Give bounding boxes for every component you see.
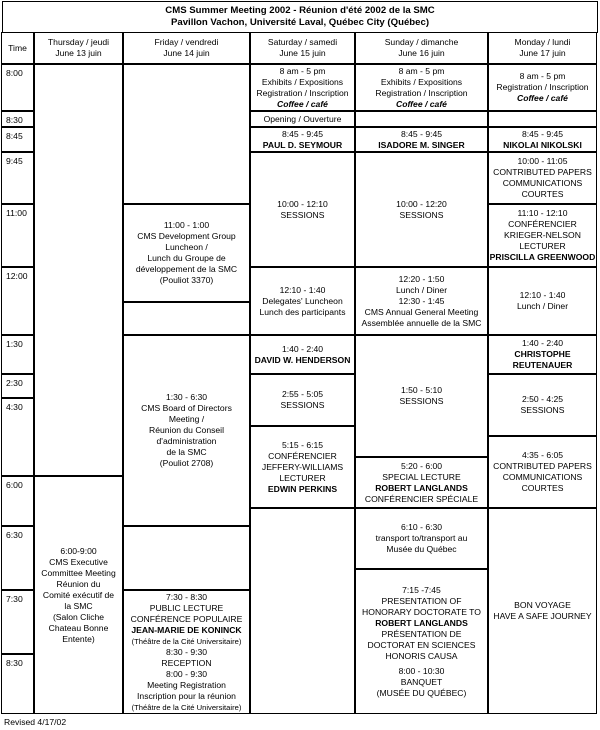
time-slot: 8:30 <box>1 654 34 714</box>
time-slot: 7:30 <box>1 590 34 654</box>
sunday-transport: 6:10 - 6:30 transport to/transport au Musée du Québec <box>355 508 488 569</box>
header-title: CMS Summer Meeting 2002 - Réunion d'été 2002 de la SMC <box>165 5 435 16</box>
sunday-empty <box>355 111 488 127</box>
sunday-lunch-agm: 12:20 - 1:50 Lunch / Diner 12:30 - 1:45 CMS Annual General Meeting Assemblée annuelle de la SMC <box>355 267 488 335</box>
time-slot: 4:30 <box>1 398 34 476</box>
monday-empty <box>488 111 597 127</box>
friday-public-lecture: 7:30 - 8:30 PUBLIC LECTURE CONFÉRENCE POPULAIRE JEAN-MARIE DE KONINCK (Théâtre de la Cité Universitaire) 8:30 - 9:30 RECEPTION 8:00 - 9:30 Meeting Registration Inscription pour la réunion (Théâtre de la Cité Universitaire) <box>123 590 250 714</box>
saturday-sessions-morning: 10:00 - 12:10 SESSIONS <box>250 152 355 267</box>
saturday-registration: 8 am - 5 pm Exhibits / Expositions Registration / Inscription Coffee / café <box>250 64 355 111</box>
monday-krieger-nelson-lecture: 11:10 - 12:10 CONFÉRENCIER KRIEGER-NELSON LECTURER PRISCILLA GREENWOOD <box>488 204 597 267</box>
col-header-monday: Monday / lundi June 17 juin <box>488 32 597 64</box>
saturday-empty <box>250 508 355 714</box>
monday-sessions: 2:50 - 4:25 SESSIONS <box>488 374 597 436</box>
monday-contributed-papers-morning: 10:00 - 11:05 CONTRIBUTED PAPERS COMMUNICATIONS COURTES <box>488 152 597 204</box>
col-header-saturday: Saturday / samedi June 15 juin <box>250 32 355 64</box>
friday-empty <box>123 526 250 590</box>
saturday-jeffery-williams-lecture: 5:15 - 6:15 CONFÉRENCIER JEFFERY-WILLIAMS LECTURER EDWIN PERKINS <box>250 426 355 508</box>
sunday-honorary-doctorate-banquet: 7:15 -7:45 PRESENTATION OF HONORARY DOCTORATE TO ROBERT LANGLANDS PRÉSENTATION DE DOCTORAT EN SCIENCES HONORIS CAUSA 8:00 - 10:30 BANQUET (MUSÉE DU QUÉBEC) <box>355 569 488 714</box>
thursday-empty <box>34 64 123 476</box>
schedule-grid <box>2 33 598 715</box>
col-header-thursday: Thursday / jeudi June 13 juin <box>34 32 123 64</box>
time-slot: 12:00 <box>1 267 34 335</box>
sunday-registration: 8 am - 5 pm Exhibits / Expositions Registration / Inscription Coffee / café <box>355 64 488 111</box>
time-slot: 1:30 <box>1 335 34 374</box>
sunday-sessions-morning: 10:00 - 12:20 SESSIONS <box>355 152 488 267</box>
sunday-plenary-singer: 8:45 - 9:45 ISADORE M. SINGER <box>355 127 488 152</box>
monday-plenary-reutenauer: 1:40 - 2:40 CHRISTOPHE REUTENAUER <box>488 335 597 374</box>
sunday-special-lecture: 5:20 - 6:00 SPECIAL LECTURE ROBERT LANGLANDS CONFÉRENCIER SPÉCIALE <box>355 457 488 508</box>
revised-date: Revised 4/17/02 <box>4 717 67 727</box>
saturday-plenary-henderson: 1:40 - 2:40 DAVID W. HENDERSON <box>250 335 355 374</box>
col-header-time: Time <box>1 32 34 64</box>
time-slot: 8:00 <box>1 64 34 111</box>
friday-empty <box>123 64 250 204</box>
header-venue: Pavillon Vachon, Université Laval, Québec City (Québec) <box>170 17 430 28</box>
schedule-header <box>2 1 598 33</box>
time-slot: 6:30 <box>1 526 34 590</box>
monday-registration: 8 am - 5 pm Registration / Inscription Coffee / café <box>488 64 597 111</box>
monday-plenary-nikolski: 8:45 - 9:45 NIKOLAI NIKOLSKI <box>488 127 597 152</box>
monday-contributed-papers-afternoon: 4:35 - 6:05 CONTRIBUTED PAPERS COMMUNICATIONS COURTES <box>488 436 597 508</box>
time-slot: 6:00 <box>1 476 34 526</box>
monday-lunch: 12:10 - 1:40 Lunch / Diner <box>488 267 597 335</box>
monday-bon-voyage: BON VOYAGE HAVE A SAFE JOURNEY <box>488 508 597 714</box>
saturday-opening: Opening / Ouverture <box>250 111 355 127</box>
time-slot: 2:30 <box>1 374 34 398</box>
friday-development-luncheon: 11:00 - 1:00 CMS Development Group Luncheon / Lunch du Groupe de développement de la SMC (Pouliot 3370) <box>123 204 250 302</box>
time-slot: 8:30 <box>1 111 34 127</box>
col-header-friday: Friday / vendredi June 14 juin <box>123 32 250 64</box>
col-header-sunday: Sunday / dimanche June 16 juin <box>355 32 488 64</box>
time-slot: 11:00 <box>1 204 34 267</box>
sunday-sessions-afternoon: 1:50 - 5:10 SESSIONS <box>355 335 488 457</box>
time-slot: 9:45 <box>1 152 34 204</box>
thursday-executive-meeting: 6:00-9:00 CMS Executive Committee Meeting Réunion du Comité exécutif de la SMC (Salon Cliche Chateau Bonne Entente) <box>34 476 123 714</box>
friday-empty <box>123 302 250 335</box>
saturday-delegates-luncheon: 12:10 - 1:40 Delegates' Luncheon Lunch des participants <box>250 267 355 335</box>
saturday-sessions-afternoon: 2:55 - 5:05 SESSIONS <box>250 374 355 426</box>
friday-board-meeting: 1:30 - 6:30 CMS Board of Directors Meeting / Réunion du Conseil d'administration de la SMC (Pouliot 2708) <box>123 335 250 526</box>
saturday-plenary-seymour: 8:45 - 9:45 PAUL D. SEYMOUR <box>250 127 355 152</box>
time-slot: 8:45 <box>1 127 34 152</box>
